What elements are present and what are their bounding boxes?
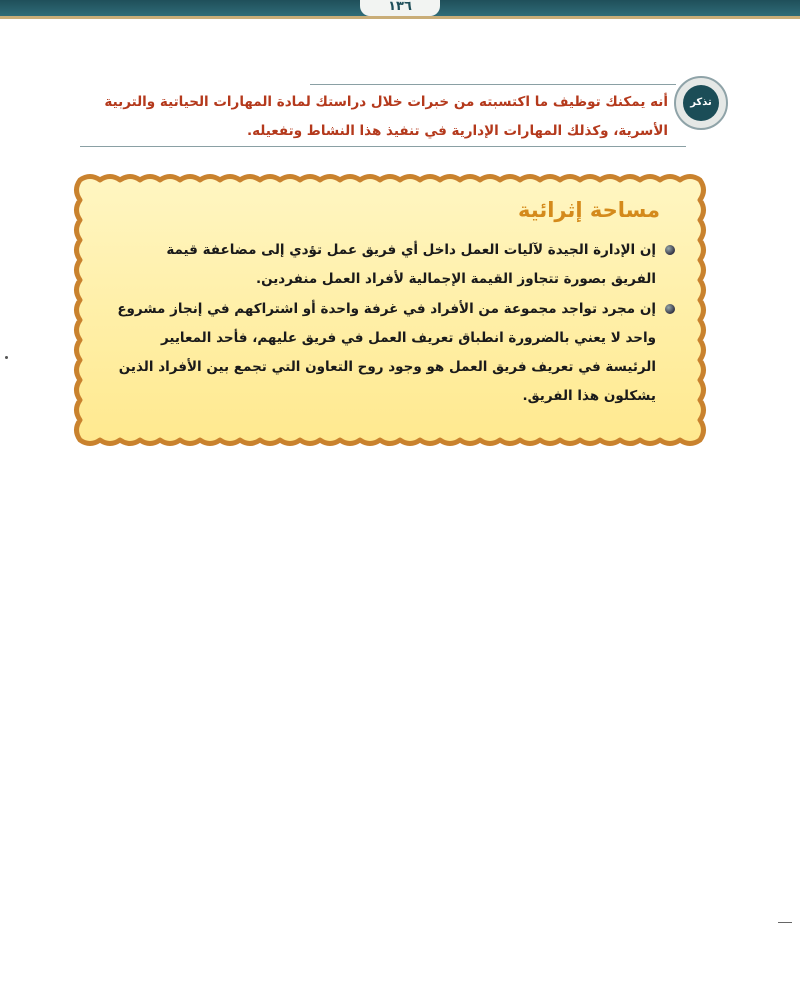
remember-badge-label: تذكر — [683, 85, 719, 121]
page-number: ١٣٦ — [360, 0, 440, 16]
header-rule — [0, 16, 800, 19]
list-item — [96, 236, 676, 294]
note-bottom-rule — [80, 146, 686, 147]
card-title: مساحة إثرائية — [518, 198, 660, 222]
bullet-icon — [665, 304, 675, 314]
note-text — [80, 88, 668, 146]
note-top-rule — [310, 84, 676, 85]
card-list — [96, 236, 676, 412]
list-item-line: إن مجرد تواجد مجموعة من الأفراد في غرفة واحدة أو اشتراكهم في إنجاز مشروع — [117, 301, 656, 317]
list-item — [96, 295, 676, 411]
list-item-line: إن الإدارة الجيدة لآليات العمل داخل أي فريق عمل تؤدي إلى مضاعفة قيمة — [166, 242, 656, 258]
list-item-line: الرئيسة في تعريف فريق العمل هو وجود روح التعاون التي تجمع بين الأفراد الذين — [118, 359, 656, 375]
note-line: أنه يمكنك توظيف ما اكتسبته من خبرات خلال دراستك لمادة المهارات الحياتية والتربية — [104, 94, 668, 110]
margin-mark — [5, 356, 8, 359]
list-item-line: الفريق بصورة تتجاوز القيمة الإجمالية لأفراد العمل منفردين. — [255, 271, 656, 287]
list-item-line: واحد لا يعني بالضرورة انطباق تعريف العمل في فريق عليهم، فأحد المعايير — [160, 330, 656, 346]
note-line: الأسرية، وكذلك المهارات الإدارية في تنفيذ هذا النشاط وتفعيله. — [246, 123, 668, 139]
bullet-icon — [665, 245, 675, 255]
remember-badge — [674, 76, 728, 130]
edge-mark — [778, 922, 792, 923]
list-item-line: يشكلون هذا الفريق. — [522, 388, 656, 404]
